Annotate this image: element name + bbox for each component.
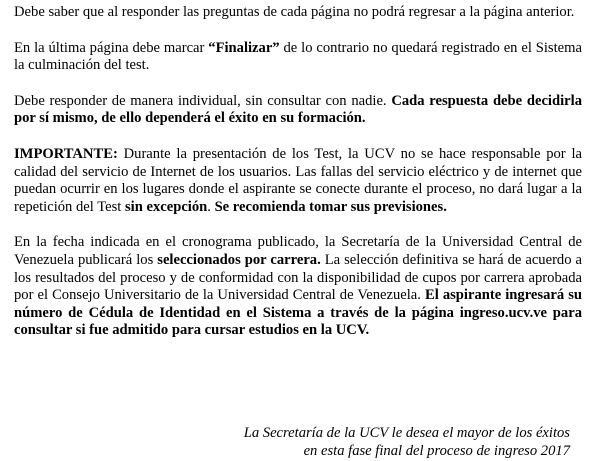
important-label: IMPORTANTE: [14,145,118,162]
paragraph-emphasis: sin excepción [124,198,208,215]
finalize-keyword: “Finalizar” [208,39,280,56]
paragraph-text: . [207,198,215,215]
paragraph-emphasis: Se recomienda tomar sus previsiones. [214,198,447,215]
paragraph-individual-response [14,93,582,128]
closing-line-1: La Secretaría de la UCV le desea el mayor de los éxitos [243,425,570,441]
paragraph-text: La selección definitiva se hará de acuerdo a los resultados del proceso y de conformidad con la disponibilidad de cupos por carrera aprobada por el Consejo Universitario de la Universidad Central de Venezuela. [14,251,582,304]
paragraph-text: En la última página debe marcar [14,39,209,56]
paragraph-selection-results [14,234,582,340]
paragraph-emphasis: El aspirante ingresará su número de Cédula de Identidad en el Sistema a través de la página ingreso.ucv.ve para consultar si fue admitido para cursar estudios en la UCV. [14,287,582,339]
paragraph-finalize-instruction [14,40,582,75]
paragraph-text: Debe responder de manera individual, sin consultar con nadie. [14,92,392,109]
paragraph-text: Debe saber que al responder las preguntas de cada página no podrá regresar a la página anterior. [14,4,575,20]
paragraph-navigation-warning [14,4,582,22]
paragraph-text: En la fecha indicada en el cronograma publicado, la Secretaría de la Universidad Central de Venezuela publicará los [14,234,582,268]
closing-line-2: en esta fase final del proceso de ingreso 2017 [303,443,570,459]
paragraph-text: Durante la presentación de los Test, la UCV no se hace responsable por la calidad del servicio de Internet de los usuarios. Las fallas del servicio eléctrico y de internet que puedan ocurrir en los lugares donde el aspirante se conecte durante el proceso, no dará lugar a la repetición del Test [14,145,582,215]
document-body [14,4,582,340]
paragraph-important-notice [14,146,582,216]
paragraph-emphasis: seleccionados por carrera. [157,251,321,268]
closing-signature [244,424,570,460]
paragraph-emphasis: Cada respuesta debe decidirla por sí mismo, de ello dependerá el éxito en su formación. [14,92,582,127]
paragraph-text: de lo contrario no quedará registrado en el Sistema la culminación del test. [14,39,582,74]
